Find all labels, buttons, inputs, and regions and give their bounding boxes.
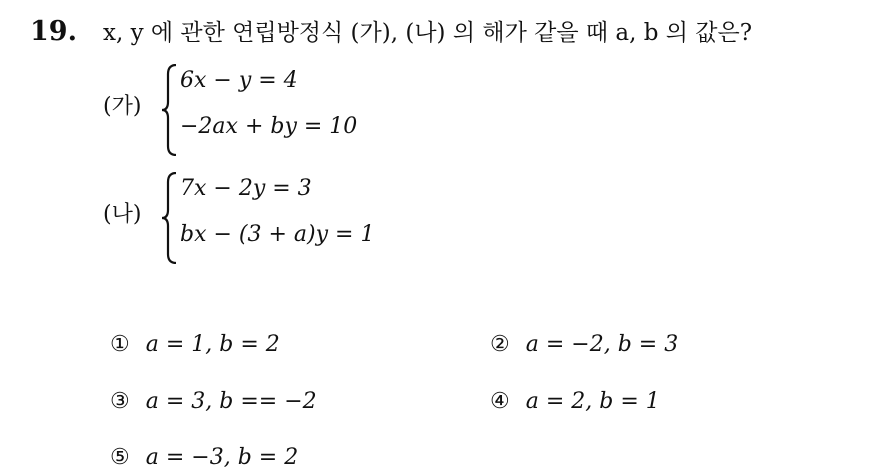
question-number: 19.: [30, 16, 77, 47]
equation-system-na: [103, 172, 463, 264]
system-label-ga: (가): [103, 94, 142, 119]
choice-text: a = 2, b = 1: [525, 389, 660, 414]
choice-1[interactable]: [110, 330, 280, 360]
left-brace-icon: [161, 64, 179, 156]
equation-ga-1: 6x − y = 4: [180, 68, 298, 93]
choice-text: a = 1, b = 2: [145, 332, 280, 357]
system-label-na: (나): [103, 202, 142, 227]
choice-marker: ②: [490, 332, 510, 357]
choice-marker: ③: [110, 389, 130, 414]
choice-marker: ④: [490, 389, 510, 414]
equation-ga-2: −2ax + by = 10: [180, 114, 358, 139]
equation-na-2: bx − (3 + a)y = 1: [180, 222, 375, 247]
equation-na-1: 7x − 2y = 3: [180, 176, 312, 201]
choice-text: a = −3, b = 2: [145, 445, 299, 470]
left-brace-icon: [161, 172, 179, 264]
choice-text: a = −2, b = 3: [525, 332, 679, 357]
equation-system-ga: [103, 64, 463, 156]
choice-5[interactable]: [110, 443, 298, 473]
question-header: [30, 14, 752, 51]
choice-marker: ⑤: [110, 445, 130, 470]
choice-4[interactable]: [490, 387, 660, 417]
choice-text: a = 3, b == −2: [145, 389, 317, 414]
choice-3[interactable]: [110, 387, 317, 417]
choice-marker: ①: [110, 332, 130, 357]
question-stem: x, y 에 관한 연립방정식 (가), (나) 의 해가 같을 때 a, b 의 값은?: [102, 20, 753, 46]
choice-2[interactable]: [490, 330, 678, 360]
